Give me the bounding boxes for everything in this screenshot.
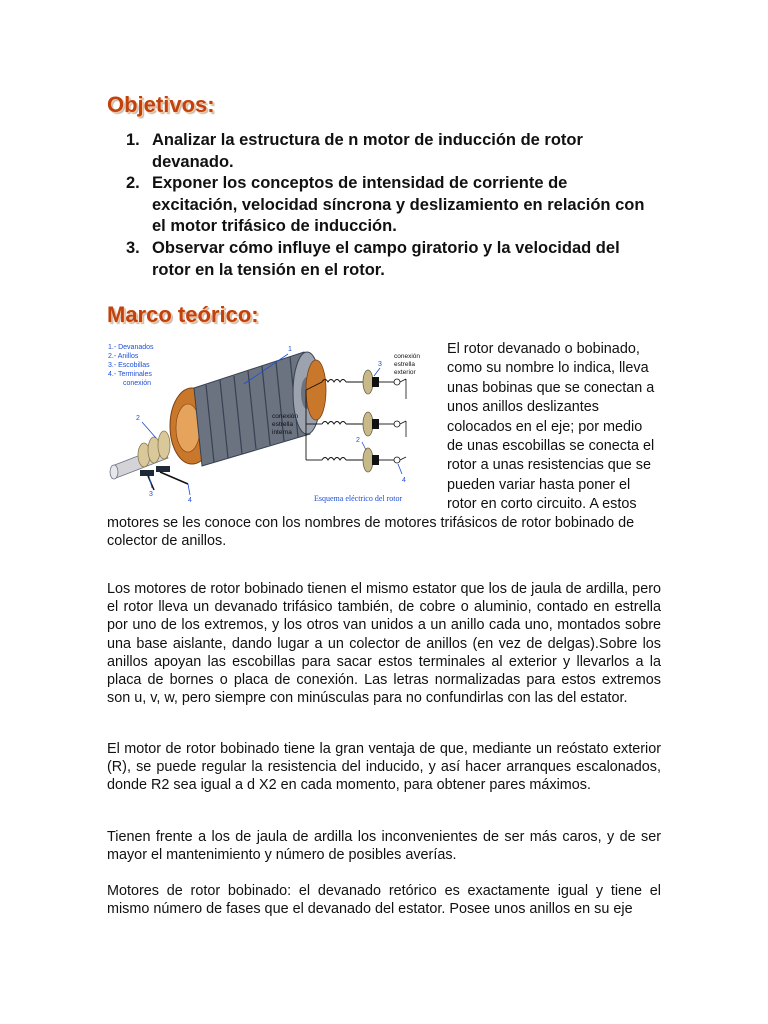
objective-number: 2. bbox=[126, 174, 140, 193]
rotor-illustration bbox=[110, 346, 326, 504]
objective-item bbox=[126, 238, 656, 281]
intro-paragraph-continuation: motores se les conoce con los nombres de motores trifásicos de rotor bobinado de colector de anillos. bbox=[107, 515, 635, 550]
label-conexion-exterior: conexión bbox=[394, 353, 421, 360]
callout-number: 4 bbox=[188, 497, 192, 504]
body-paragraph: Los motores de rotor bobinado tienen el mismo estator que los de jaula de ardilla, pero el rotor lleva un devanado trifásico también, de cobre o aluminio, contado en estrella por uno de los extremos, y los otros van unidos a un anillo cada uno, montados sobre una base aislante, dando lugar a un colector de anillos (en vez de delgas).Sobre los anillos apoyan las escobillas para sacar estos terminales al exterior y llevarlos a la placa de bornes o placa de conexión. Las letras normalizadas para estos extremos son u, v, w, pero siempre con minúsculas para no confundirlas con las del estator. bbox=[107, 581, 661, 707]
figure-caption: Esquema eléctrico del rotor bbox=[314, 494, 403, 503]
objective-number: 3. bbox=[126, 238, 140, 257]
objective-item bbox=[126, 173, 656, 238]
label-conexion-exterior: exterior bbox=[394, 369, 416, 376]
label-conexion-interna: conexión bbox=[272, 413, 299, 420]
legend-item: 4.- Terminales bbox=[108, 371, 152, 378]
objective-number: 1. bbox=[126, 131, 140, 149]
objective-text: Analizar la estructura de n motor de inducción de rotor devanado. bbox=[152, 131, 583, 171]
rotor-figure bbox=[104, 338, 440, 508]
callout-number: 2 bbox=[136, 415, 140, 422]
callout-number: 2 bbox=[356, 437, 360, 444]
body-paragraph: El motor de rotor bobinado tiene la gran ventaja de que, mediante un reóstato exterior (R), se puede regular la resistencia del inducido, y así hacer arranques escalonados, donde R2 sea igual a d X2 en cada momento, para obtener pares máximos. bbox=[107, 741, 661, 794]
body-paragraph: Motores de rotor bobinado: el devanado retórico es exactamente igual y tiene el mismo número de fases que el devanado del estator. Posee unos anillos en su eje bbox=[107, 883, 661, 918]
objectives-list bbox=[126, 130, 656, 281]
body-paragraph: Tienen frente a los de jaula de ardilla los inconvenientes de ser más caros, y de ser mayor el mantenimiento y número de posibles averías. bbox=[107, 829, 661, 864]
objective-item bbox=[126, 130, 656, 173]
label-conexion-interna: interna bbox=[272, 429, 292, 436]
legend-item: 1.- Devanados bbox=[108, 344, 154, 351]
label-conexion-exterior: estrella bbox=[394, 361, 415, 368]
figure-legend bbox=[108, 344, 154, 387]
callout-number: 1 bbox=[288, 346, 292, 353]
intro-paragraph-side: El rotor devanado o bobinado, como su nombre lo indica, lleva unas bobinas que se conectan a unos anillos deslizantes colocados en el eje; por medio de unas escobillas se conecta el rotor a unas resistencias que se pueden variar hasta poner el rotor en corto circuito. A estos bbox=[447, 341, 655, 513]
objective-text: Exponer los conceptos de intensidad de corriente de excitación, velocidad síncrona y deslizamiento en relación con el motor trifásico de inducción. bbox=[152, 174, 645, 236]
legend-item: 3.- Escobillas bbox=[108, 362, 150, 369]
label-conexion-interna: estrella bbox=[272, 421, 293, 428]
callout-number: 4 bbox=[402, 477, 406, 484]
callout-number: 3 bbox=[149, 491, 153, 498]
marco-teorico-heading: Marco teórico: bbox=[107, 302, 259, 327]
objetivos-heading: Objetivos: bbox=[107, 92, 215, 117]
legend-item: 2.- Anillos bbox=[108, 353, 139, 360]
legend-item: conexión bbox=[123, 380, 152, 387]
objective-text: Observar cómo influye el campo giratorio y la velocidad del rotor en la tensión en el rotor. bbox=[152, 238, 620, 279]
callout-number: 3 bbox=[378, 361, 382, 368]
